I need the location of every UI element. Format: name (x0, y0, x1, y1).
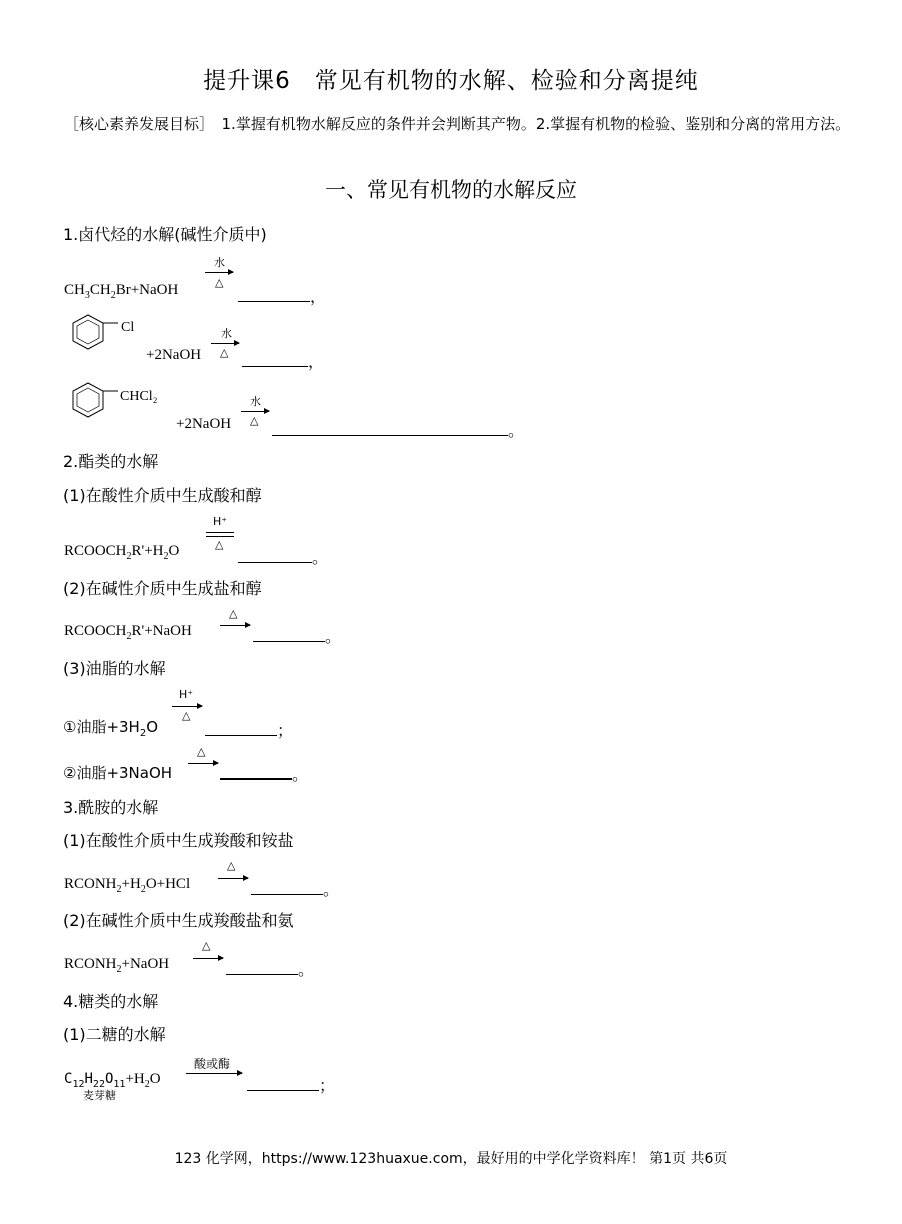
heat-triangle-icon: △ (215, 538, 224, 551)
condition-water: 水 (250, 395, 261, 408)
subsection-3: 3.酰胺的水解 (63, 798, 159, 817)
answer-blank[interactable] (226, 960, 298, 975)
answer-blank[interactable] (238, 287, 310, 302)
heat-triangle-icon: △ (215, 276, 224, 289)
subsection-3-2: (2)在碱性介质中生成羧酸盐和氨 (63, 911, 294, 930)
arrow-icon (218, 878, 248, 879)
subsection-3-1: (1)在酸性介质中生成羧酸和铵盐 (63, 831, 294, 850)
answer-blank[interactable] (247, 1076, 319, 1091)
reversible-arrow-icon (206, 532, 234, 533)
subsection-2-1: (1)在酸性介质中生成酸和醇 (63, 486, 262, 505)
condition-acid: H⁺ (213, 515, 228, 528)
page-footer: 123 化学网，https://www.123huaxue.com，最好用的中学化学资料库！ 第1页 共6页 (174, 1151, 728, 1167)
arrow-icon (172, 706, 202, 707)
heat-triangle-icon: △ (202, 939, 211, 952)
arrow-icon (220, 625, 250, 626)
core-goal: ［核心素养发展目标］ 1.掌握有机物水解反应的条件并会判断其产物。2.掌握有机物的检验、鉴别和分离的常用方法。 (64, 115, 851, 133)
subsection-4-1: (1)二糖的水解 (63, 1025, 166, 1044)
heat-triangle-icon: △ (197, 745, 206, 758)
equation-1: $CH_3CH_2Br+NaOH$ (64, 282, 179, 301)
equation-6: ①油脂$+3H_2O$ (63, 718, 159, 739)
arrow-icon (205, 272, 233, 273)
arrow-icon (188, 763, 218, 764)
heat-triangle-icon: △ (229, 607, 238, 620)
heat-triangle-icon: △ (250, 414, 259, 427)
answer-blank[interactable] (242, 352, 308, 367)
substituent-chcl2: CHCl₂ (120, 389, 158, 404)
answer-blank[interactable] (253, 627, 325, 642)
condition-water: 水 (221, 327, 232, 340)
subsection-4: 4.糖类的水解 (63, 992, 159, 1011)
arrow-icon (241, 411, 269, 412)
page-title: 提升课6 常见有机物的水解、检验和分离提纯 (203, 68, 699, 94)
substituent-cl: Cl (121, 320, 135, 335)
equation-5: $RCOOCH_2R'+NaOH$ (64, 623, 192, 642)
answer-blank[interactable] (205, 721, 277, 736)
equation-7: ②油脂+3NaOH (63, 764, 173, 782)
benzene-ring-icon (70, 312, 125, 362)
equation-10: $C_{12}H_{22}O_{11}+H_2O$ (64, 1071, 161, 1090)
subsection-2-2: (2)在碱性介质中生成盐和醇 (63, 579, 262, 598)
equation-3: +2NaOH (176, 416, 232, 432)
subsection-1: 1.卤代烃的水解(碱性介质中) (63, 225, 267, 244)
equation-4: $RCOOCH_2R'+H_2O$ (64, 543, 180, 562)
condition-water: 水 (214, 256, 225, 269)
condition-acid-enzyme: 酸或酶 (194, 1057, 231, 1071)
arrow-icon (193, 958, 223, 959)
arrow-icon (186, 1073, 242, 1074)
answer-blank[interactable] (220, 764, 292, 780)
subsection-2: 2.酯类的水解 (63, 452, 159, 471)
equation-9: $RCONH_2+NaOH$ (64, 956, 170, 975)
answer-blank[interactable] (238, 548, 312, 563)
heat-triangle-icon: △ (227, 859, 236, 872)
answer-blank[interactable] (251, 880, 323, 895)
heat-triangle-icon: △ (182, 709, 191, 722)
maltose-label: 麦芽糖 (83, 1089, 116, 1102)
answer-blank[interactable] (272, 421, 508, 436)
heat-triangle-icon: △ (220, 346, 229, 359)
equation-8: $RCONH_2+H_2O+HCl$ (64, 876, 191, 895)
section-heading: 一、常见有机物的水解反应 (325, 178, 577, 202)
benzene-ring-icon (70, 380, 125, 430)
subsection-2-3: (3)油脂的水解 (63, 659, 166, 678)
equation-2: +2NaOH (146, 347, 202, 363)
condition-acid: H⁺ (179, 688, 194, 701)
arrow-icon (211, 343, 239, 344)
